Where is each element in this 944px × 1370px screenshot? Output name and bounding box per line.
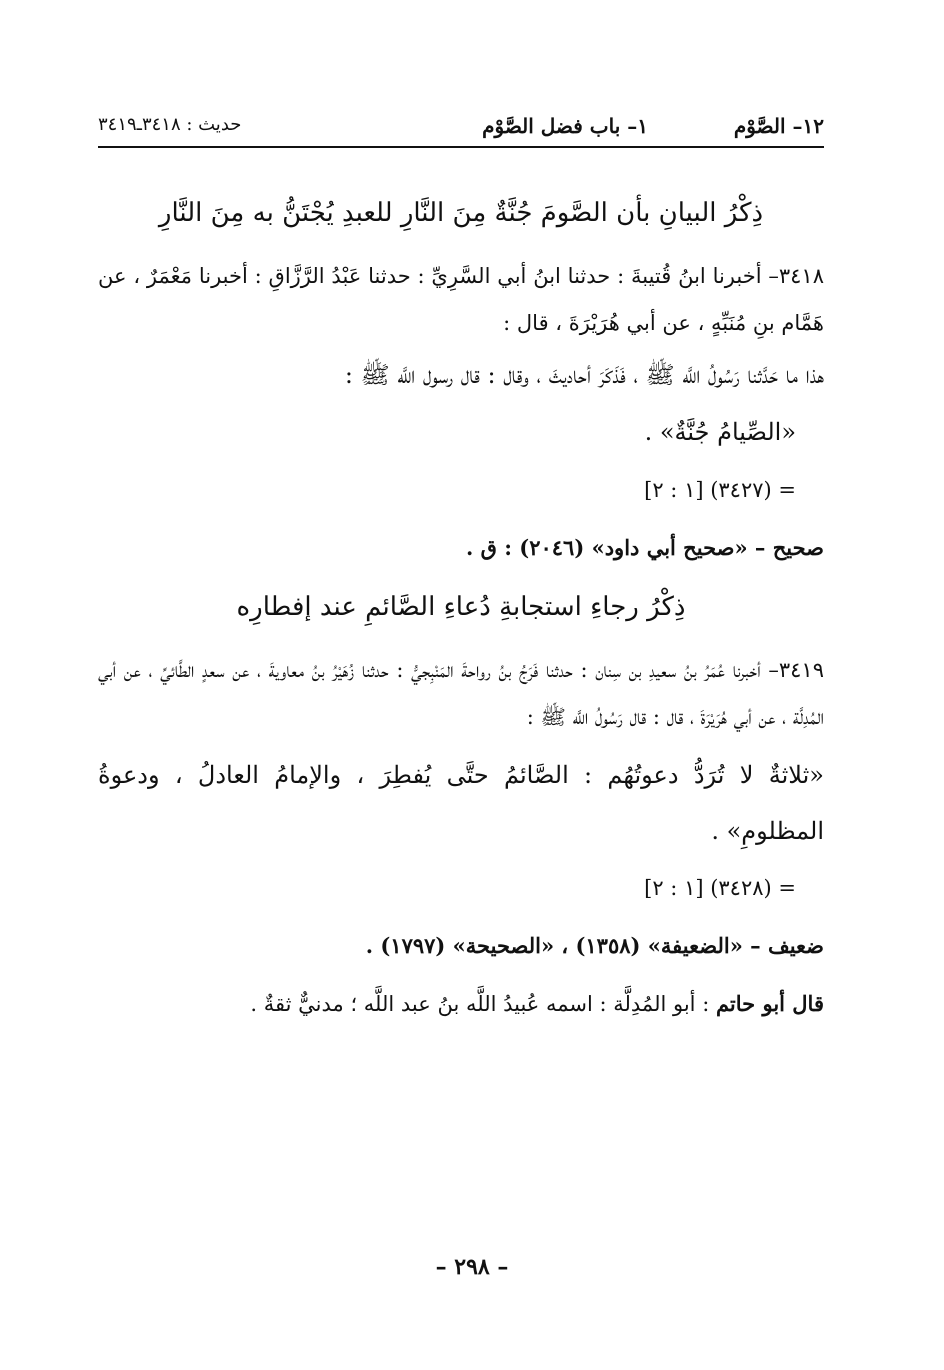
matn-3418: «الصِّيامُ جُنَّةٌ» . <box>644 418 796 446</box>
chapter-title: ١٢– الصَّوْم <box>733 114 824 138</box>
grade-label: صحيح <box>772 535 824 560</box>
page-number: – ٢٩٨ – <box>435 1254 509 1280</box>
grade-3418 <box>98 519 824 577</box>
note-text: : أبو المُدِلَّة : اسمه عُبيدُ اللَّه بنُ عبد اللَّه ؛ مدنيٌّ ثقةٌ . <box>250 992 716 1016</box>
grade-label: ضعيف <box>767 933 824 958</box>
hadith-range: حديث : ٣٤١٨ـ٣٤١٩ <box>98 114 242 135</box>
grade-source: – «الضعيفة» (١٣٥٨) ، «الصحيحة» (١٧٩٧) . <box>365 933 768 958</box>
matn-3419: «ثلاثةٌ لا تُرَدُّ دعوتُهُم : الصَّائمُ حتَّى يُفطِرَ ، والإمامُ العادلُ ، ودعوةُ المظلومِ» . <box>98 761 824 845</box>
grade-3419 <box>98 917 824 975</box>
isnad-3419: ٣٤١٩– أخبرنا عُمَرُ بنُ سعيدِ بن سِنان : حدثنا فَرَجُ بنُ رواحةَ المَنْبِجيُّ : حدثنا زُهَيْرُ بنُ معاويةَ ، عن سعدٍ الطَّائيِّ ، عن أبي المُدِلَّة ، عن أبي هُرَيْرَةَ ، قال : قال رَسُولُ اللَّه ﷺ : <box>98 658 824 729</box>
grade-source: – «صحيح أبي داود» (٢٠٤٦) : ق . <box>465 535 773 560</box>
running-head <box>98 110 824 148</box>
note-label: قال أبو حاتم <box>715 991 824 1016</box>
abu-hatim-note <box>98 975 824 1033</box>
cross-ref-3419: = (٣٤٢٨) [١ : ٢] <box>644 876 796 900</box>
matn-intro-3418: هذا ما حَدَّثنا رَسُولُ اللَّه ﷺ ، فَذَكَرَ أحاديثَ ، وقال : قال رسول اللَّه ﷺ : <box>344 361 824 389</box>
section-heading-1: ذِكْرُ البيانِ بأن الصَّومَ جُنَّةٌ مِنَ النَّارِ للعبدِ يُجْتَنُّ به مِنَ النَّارِ <box>158 198 764 228</box>
section-heading-2: ذِكْرُ رجاءِ استجابةِ دُعاءِ الصَّائمِ عند إفطارِه <box>236 592 686 622</box>
cross-ref-3418: = (٣٤٢٧) [١ : ٢] <box>644 478 796 502</box>
bab-title: ١– باب فضل الصَّوْم <box>482 114 648 138</box>
page-content <box>98 185 824 1033</box>
isnad-3418: ٣٤١٨– أخبرنا ابنُ قُتيبةَ : حدثنا ابنُ أبي السَّرِيِّ : حدثنا عَبْدُ الرَّزَّاقِ : أخبرنا مَعْمَرٌ ، عن هَمَّام بنِ مُنَبِّهٍ ، عن أبي هُرَيْرَةَ ، قال : <box>98 264 824 335</box>
